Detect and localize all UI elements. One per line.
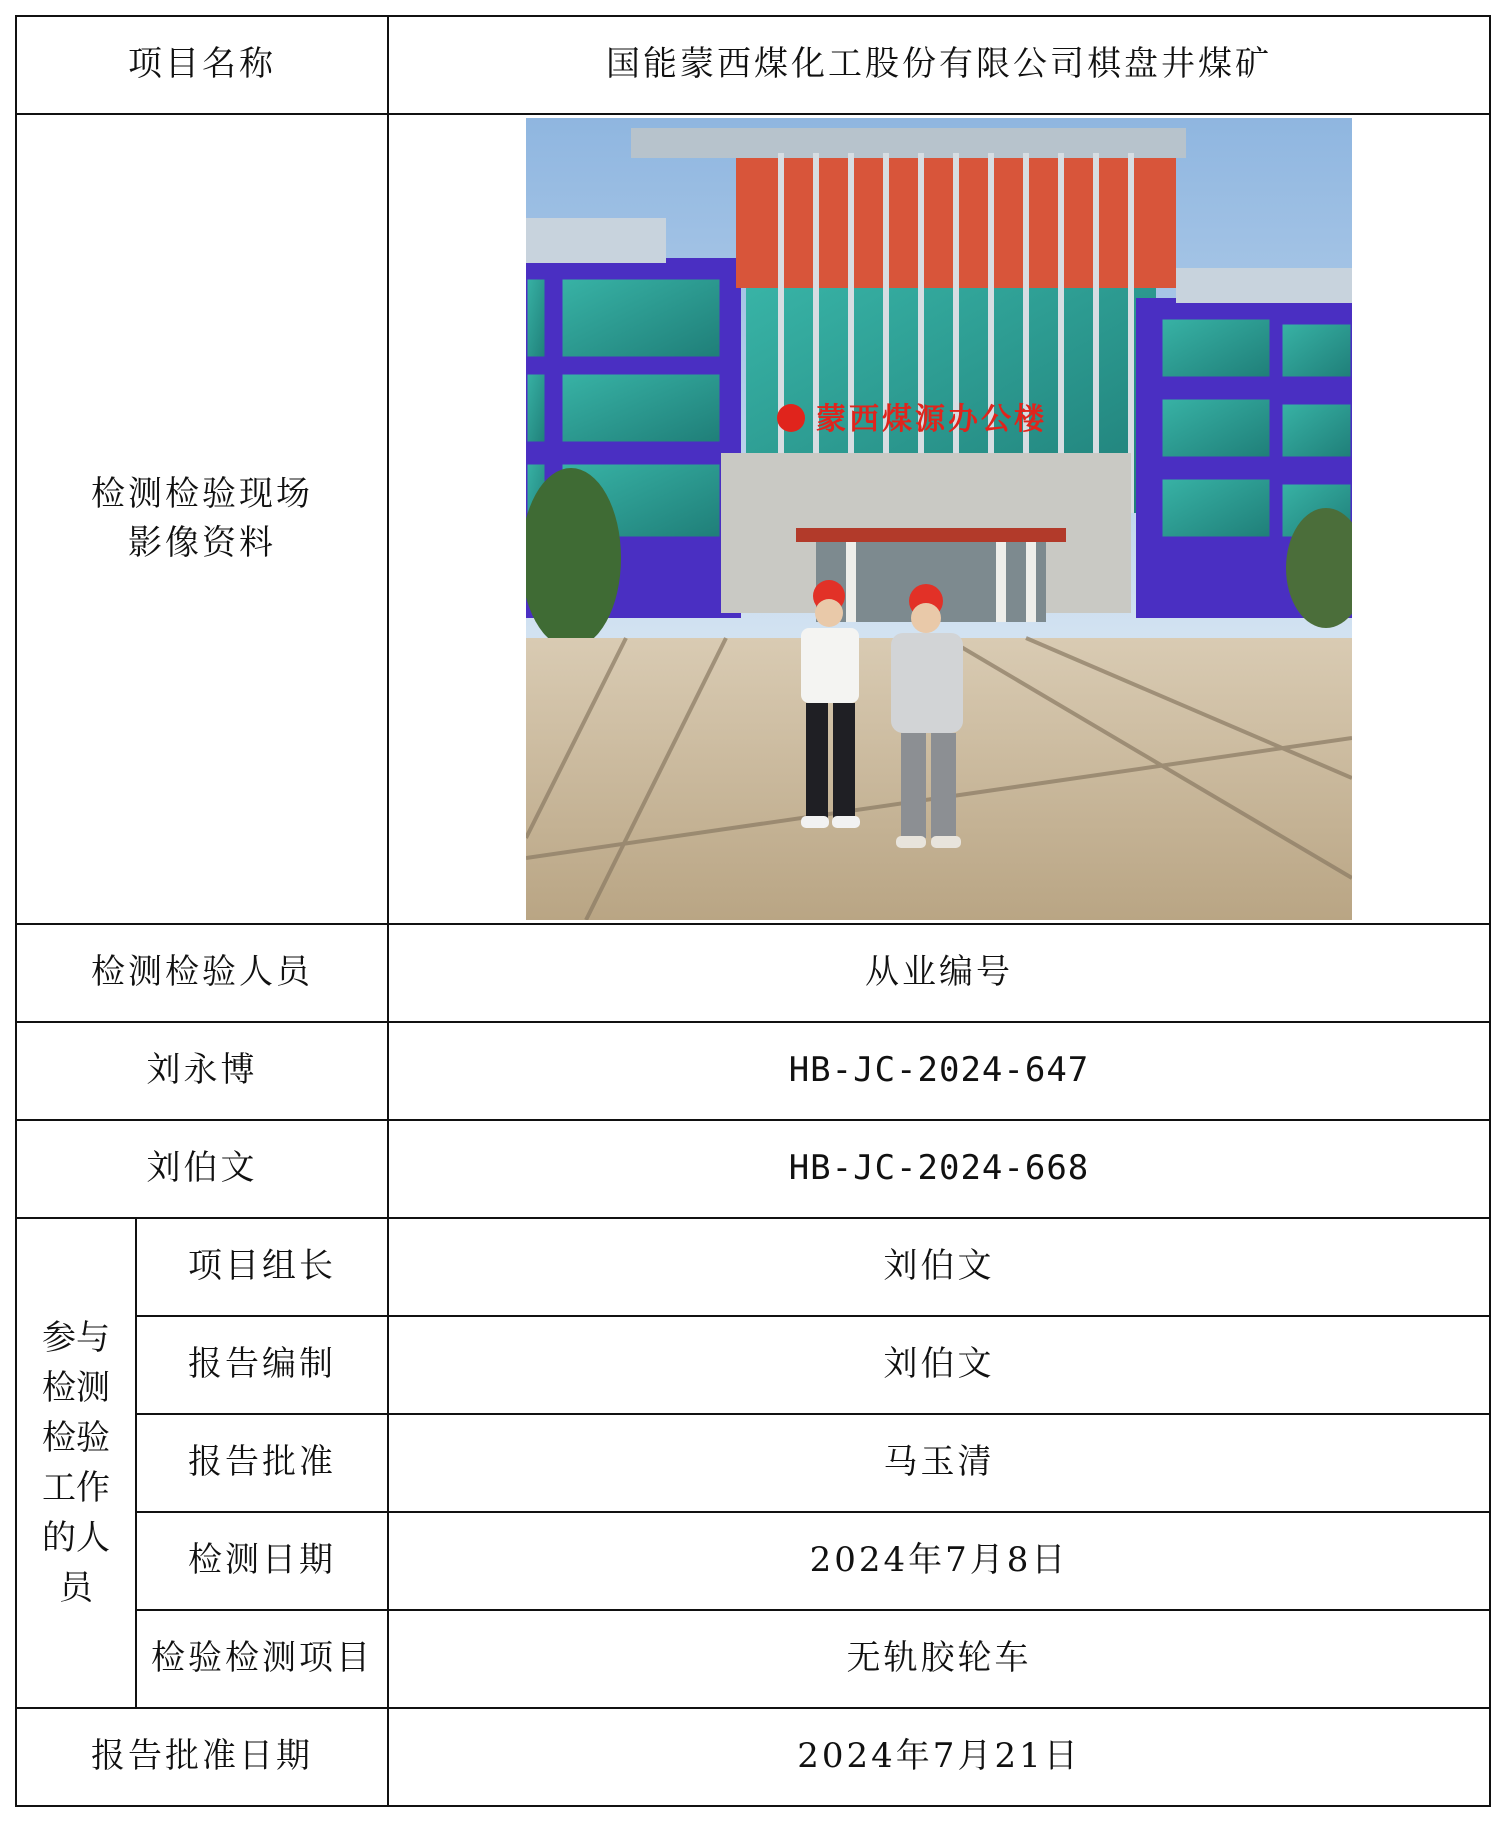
photo-row	[16, 114, 1490, 924]
inspector-row	[16, 1022, 1490, 1120]
approval-date-label: 报告批准日期	[16, 1708, 388, 1806]
participant-role: 报告批准	[136, 1414, 388, 1512]
participant-value: 刘伯文	[388, 1316, 1490, 1414]
participants-label-line: 员	[59, 1568, 93, 1608]
photo-label-line1: 检测检验现场	[91, 473, 313, 514]
participant-value: 刘伯文	[388, 1218, 1490, 1316]
report-table-frame	[15, 15, 1489, 1833]
inspector-name: 刘永博	[16, 1022, 388, 1120]
project-name-value: 国能蒙西煤化工股份有限公司棋盘井煤矿	[388, 16, 1490, 114]
inspector-cert: HB-JC-2024-668	[388, 1120, 1490, 1218]
right-windows	[1161, 318, 1352, 538]
participant-role: 项目组长	[136, 1218, 388, 1316]
participant-row	[16, 1610, 1490, 1708]
tower-roof	[631, 128, 1186, 158]
inspectors-header: 检测检验人员	[16, 924, 388, 1022]
inspectors-header-row	[16, 924, 1490, 1022]
left-roof-rail	[526, 218, 666, 263]
site-photo-illustration	[526, 118, 1352, 920]
inspector-name: 刘伯文	[16, 1120, 388, 1218]
building-sign	[777, 402, 1047, 437]
inspector-row	[16, 1120, 1490, 1218]
participants-label-line: 检验	[42, 1418, 110, 1458]
participants-label	[16, 1218, 136, 1708]
inspection-record-table	[15, 15, 1491, 1807]
participants-label-line: 检测	[42, 1368, 110, 1408]
participant-role: 检测日期	[136, 1512, 388, 1610]
photo-label	[16, 114, 388, 924]
approval-date-row	[16, 1708, 1490, 1806]
project-name-label: 项目名称	[16, 16, 388, 114]
inspector-cert: HB-JC-2024-647	[388, 1022, 1490, 1120]
entrance-banner	[796, 528, 1066, 542]
project-name-row	[16, 16, 1490, 114]
site-photo-cell	[388, 114, 1490, 924]
participant-row	[16, 1512, 1490, 1610]
participants-label-line: 参与	[42, 1318, 110, 1358]
participant-value: 无轨胶轮车	[388, 1610, 1490, 1708]
participants-label-line: 的人	[42, 1518, 110, 1558]
participant-value: 马玉清	[388, 1414, 1490, 1512]
site-photo	[526, 118, 1352, 920]
participant-role: 检验检测项目	[136, 1610, 388, 1708]
participant-role: 报告编制	[136, 1316, 388, 1414]
participant-row	[16, 1414, 1490, 1512]
participants-label-line: 工作	[42, 1468, 110, 1508]
building-sign-text: 蒙西煤源办公楼	[816, 402, 1047, 437]
participant-row	[16, 1218, 1490, 1316]
participant-value: 2024年7月8日	[388, 1512, 1490, 1610]
photo-label-line2: 影像资料	[128, 523, 276, 563]
approval-date-value: 2024年7月21日	[388, 1708, 1490, 1806]
cert-header: 从业编号	[388, 924, 1490, 1022]
right-roof-rail	[1176, 268, 1352, 303]
participant-row	[16, 1316, 1490, 1414]
